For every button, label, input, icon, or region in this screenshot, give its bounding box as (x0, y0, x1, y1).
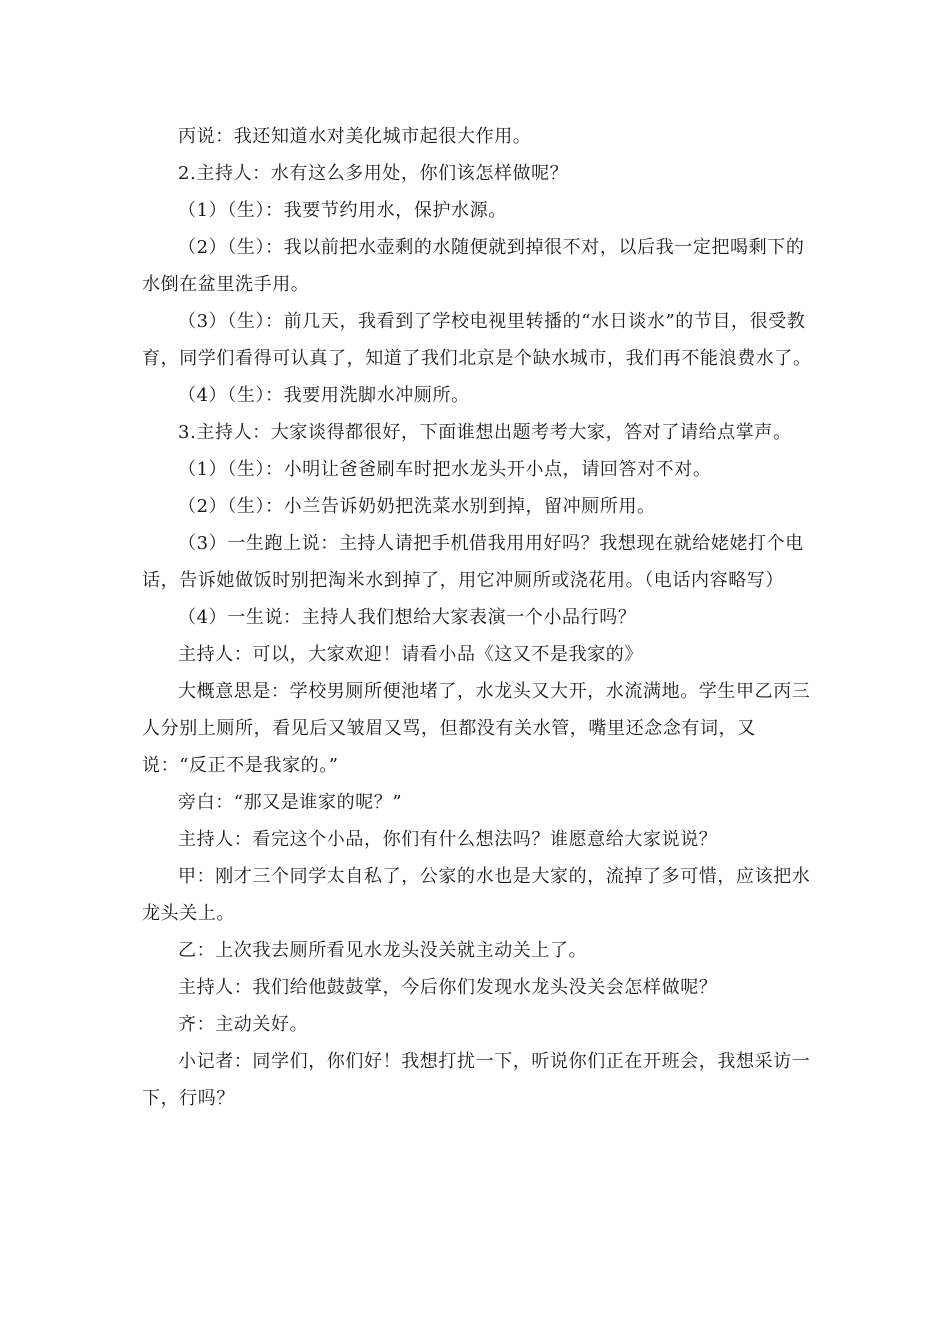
paragraph: 2.主持人：水有这么多用处，你们该怎样做呢？ (178, 163, 569, 184)
paragraph: 旁白：“那又是谁家的呢？” (178, 792, 403, 813)
paragraph: （3）（生）：前几天，我看到了学校电视里转播的“水日谈水”的节目，很受教育，同学们看得可认真了，知道了我们北京是个缺水城市，我们再不能浪费水了。 (142, 311, 812, 369)
paragraph: 乙：上次我去厕所看见水龙头没关就主动关上了。 (178, 940, 588, 961)
paragraph: 主持人：我们给他鼓鼓掌，今后你们发现水龙头没关会怎样做呢？ (178, 977, 718, 998)
paragraph: 大概意思是：学校男厕所便池堵了，水龙头又大开，水流满地。学生甲乙丙三人分别上厕所，看见后又皱眉又骂，但都没有关水管，嘴里还念念有词，又说：“反正不是我家的。” (142, 681, 811, 776)
paragraph: （2）（生）：小兰告诉奶奶把洗菜水别到掉，留冲厕所用。 (178, 496, 656, 517)
paragraph: （1）（生）：我要节约用水，保护水源。 (178, 200, 507, 221)
paragraph: （2）（生）：我以前把水壶剩的水随便就到掉很不对，以后我一定把喝剩下的水倒在盆里洗手用。 (142, 237, 805, 295)
paragraph: 主持人：看完这个小品，你们有什么想法吗？谁愿意给大家说说？ (178, 829, 718, 850)
paragraph: 主持人：可以，大家欢迎！请看小品《这又不是我家的》 (178, 644, 643, 665)
paragraph: 丙说：我还知道水对美化城市起很大作用。 (178, 126, 532, 147)
paragraph: 3.主持人：大家谈得都很好，下面谁想出题考考大家，答对了请给点掌声。 (178, 422, 792, 443)
paragraph: 甲：刚才三个同学太自私了，公家的水也是大家的，流掉了多可惜，应该把水龙头关上。 (142, 866, 811, 924)
paragraph: （3）一生跑上说：主持人请把手机借我用用好吗？我想现在就给姥姥打个电话，告诉她做饭时别把淘米水到掉了，用它冲厕所或浇花用。（电话内容略写） (142, 533, 804, 591)
paragraph: （4）一生说：主持人我们想给大家表演一个小品行吗？ (178, 607, 637, 628)
document-body (142, 118, 812, 1117)
paragraph: （4）（生）：我要用洗脚水冲厕所。 (178, 385, 470, 406)
paragraph: （1）（生）：小明让爸爸刷车时把水龙头开小点，请回答对不对。 (178, 459, 712, 480)
paragraph: 小记者：同学们，你们好！我想打扰一下，听说你们正在开班会，我想采访一下，行吗？ (142, 1051, 811, 1109)
paragraph: 齐：主动关好。 (178, 1014, 309, 1035)
